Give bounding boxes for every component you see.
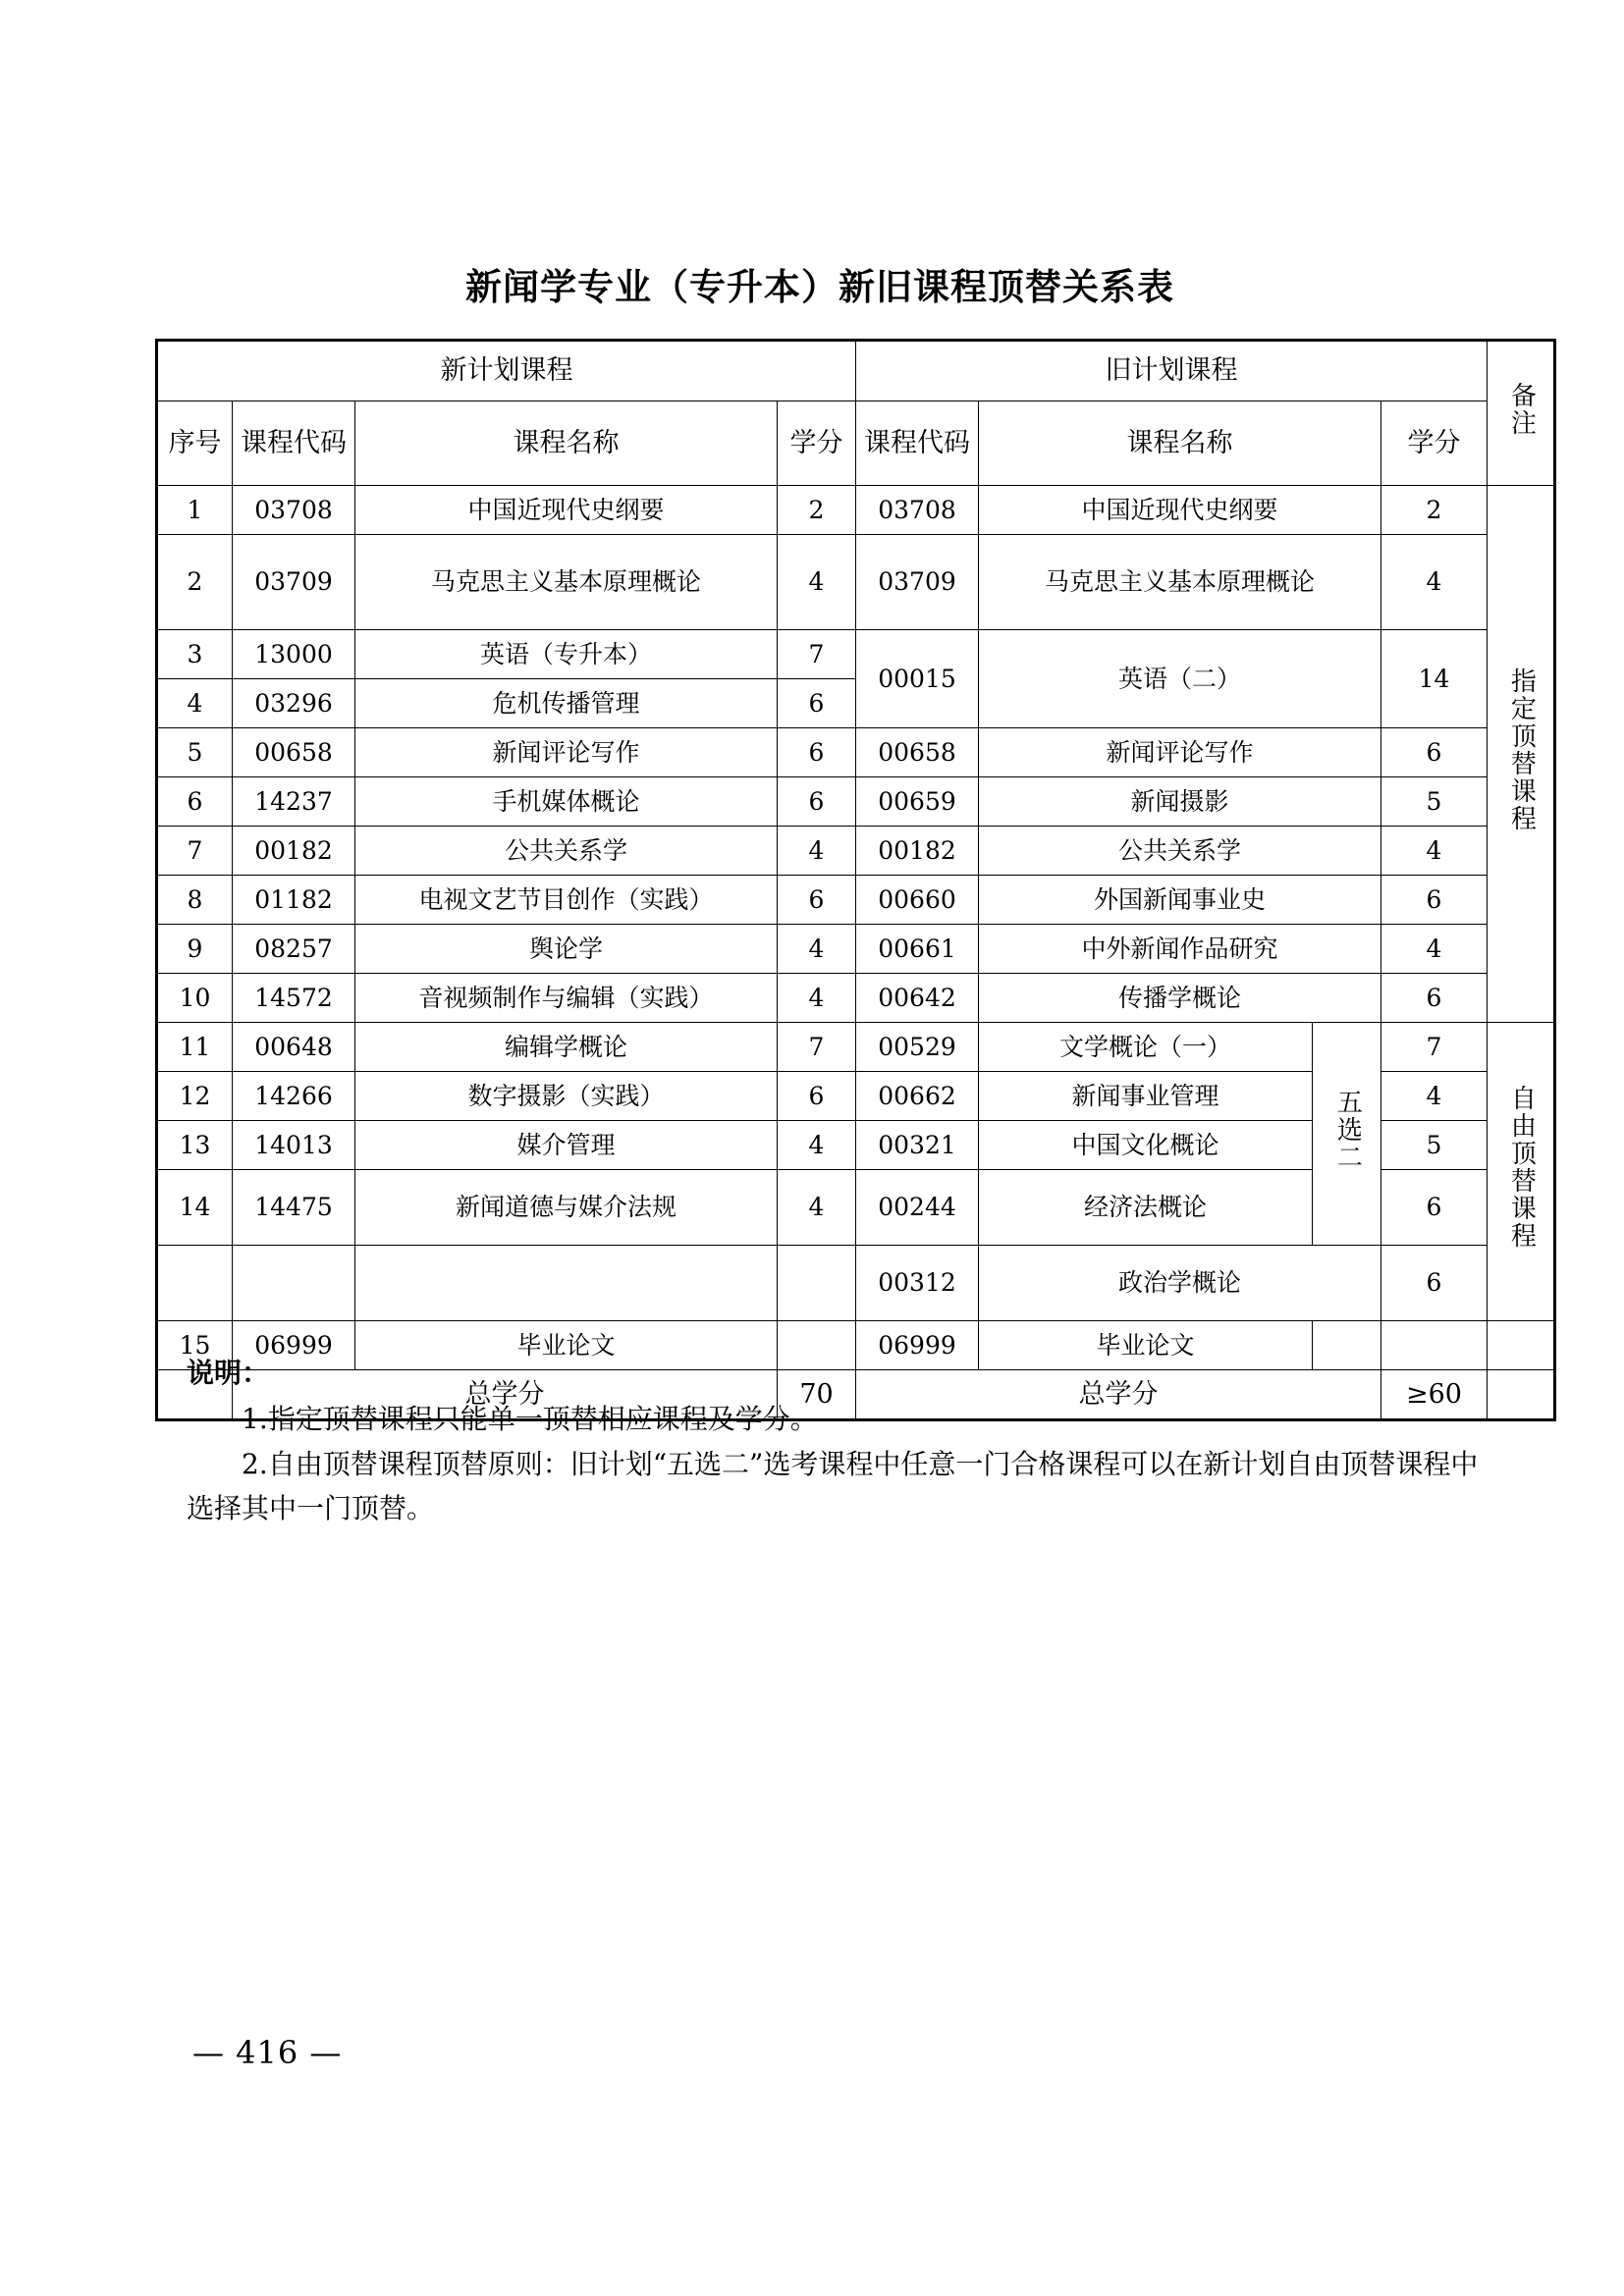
column-header-new-credit	[778, 401, 856, 486]
cell-old-code: 00660	[856, 876, 979, 925]
remark-designated-group	[1488, 486, 1555, 1023]
column-header-new-credit-text: 学分	[789, 427, 843, 458]
table-row	[157, 486, 1555, 535]
cell-old-credit: 5	[1381, 1121, 1488, 1170]
table-row	[157, 535, 1555, 630]
cell-new-name: 中国近现代史纲要	[355, 486, 778, 535]
cell-new-name: 毕业论文	[355, 1321, 778, 1370]
cell-new-credit: 4	[778, 827, 856, 876]
cell-remark-empty	[1488, 1321, 1555, 1370]
cell-old-credit: 2	[1381, 486, 1488, 535]
cell-old-credit: 14	[1381, 630, 1488, 728]
notes-heading: 说明：	[187, 1357, 270, 1389]
cell-new-code: 14572	[233, 974, 355, 1023]
table-row	[157, 974, 1555, 1023]
cell-new-credit: 4	[778, 1170, 856, 1246]
table-row	[157, 1246, 1555, 1321]
cell-old-credit: 6	[1381, 1170, 1488, 1246]
table-group-header-row	[157, 341, 1555, 401]
course-substitution-table	[155, 339, 1556, 1421]
table-row	[157, 630, 1555, 679]
cell-old-name: 新闻事业管理	[979, 1072, 1313, 1121]
cell-new-credit: 2	[778, 486, 856, 535]
cell-new-credit: 6	[778, 728, 856, 777]
cell-new-code: 00658	[233, 728, 355, 777]
table-row	[157, 925, 1555, 974]
cell-old-name: 中国文化概论	[979, 1121, 1313, 1170]
table-column-header-row	[157, 401, 1555, 486]
group-header-new-plan: 新计划课程	[157, 341, 856, 401]
cell-new-code: 00182	[233, 827, 355, 876]
group-header-old-plan: 旧计划课程	[856, 341, 1488, 401]
column-header-old-credit: 学分	[1381, 401, 1488, 486]
table-row	[157, 1023, 1555, 1072]
column-header-seq-text: 序号	[168, 427, 222, 458]
cell-seq	[157, 1246, 233, 1321]
cell-old-code: 00015	[856, 630, 979, 728]
cell-new-credit: 4	[778, 974, 856, 1023]
cell-seq: 15	[157, 1321, 233, 1370]
cell-new-name: 公共关系学	[355, 827, 778, 876]
cell-new-code: 03296	[233, 679, 355, 728]
course-substitution-table-wrapper	[155, 339, 1537, 1421]
cell-new-name	[355, 1246, 778, 1321]
cell-seq: 6	[157, 777, 233, 827]
column-header-new-code	[233, 401, 355, 486]
totals-new-value: 70	[778, 1370, 856, 1420]
remark-free-text: 自由顶替课程	[1506, 1085, 1537, 1251]
cell-new-credit: 6	[778, 777, 856, 827]
cell-new-code: 03709	[233, 535, 355, 630]
cell-new-code: 14266	[233, 1072, 355, 1121]
five-choose-two-text: 五选二	[1332, 1088, 1363, 1171]
cell-new-credit: 6	[778, 679, 856, 728]
cell-seq: 12	[157, 1072, 233, 1121]
cell-old-name: 经济法概论	[979, 1170, 1313, 1246]
cell-new-code	[233, 1246, 355, 1321]
cell-new-code: 14013	[233, 1121, 355, 1170]
cell-new-code: 03708	[233, 486, 355, 535]
remark-header-text: 备注	[1506, 381, 1537, 437]
cell-seq: 5	[157, 728, 233, 777]
cell-old-name: 毕业论文	[979, 1321, 1313, 1370]
notes-section	[187, 1351, 1492, 1530]
column-header-old-code	[856, 401, 979, 486]
remark-free-group	[1488, 1023, 1555, 1321]
cell-seq: 8	[157, 876, 233, 925]
cell-new-credit: 6	[778, 876, 856, 925]
cell-old-credit: 6	[1381, 974, 1488, 1023]
cell-new-name: 新闻评论写作	[355, 728, 778, 777]
column-header-seq	[157, 401, 233, 486]
cell-old-code: 00642	[856, 974, 979, 1023]
cell-seq: 3	[157, 630, 233, 679]
cell-seq: 1	[157, 486, 233, 535]
cell-new-name: 英语（专升本）	[355, 630, 778, 679]
cell-old-code: 00659	[856, 777, 979, 827]
cell-old-name: 中外新闻作品研究	[979, 925, 1381, 974]
cell-old-credit: 4	[1381, 535, 1488, 630]
cell-new-code: 14475	[233, 1170, 355, 1246]
five-choose-two-label	[1313, 1023, 1381, 1246]
cell-old-code: 03708	[856, 486, 979, 535]
table-row	[157, 728, 1555, 777]
cell-old-name: 公共关系学	[979, 827, 1381, 876]
cell-new-name: 数字摄影（实践）	[355, 1072, 778, 1121]
cell-old-name: 中国近现代史纲要	[979, 486, 1381, 535]
totals-remark-empty	[1488, 1370, 1555, 1420]
cell-new-code: 01182	[233, 876, 355, 925]
cell-seq: 9	[157, 925, 233, 974]
cell-old-code: 03709	[856, 535, 979, 630]
cell-new-code: 06999	[233, 1321, 355, 1370]
cell-old-credit: 7	[1381, 1023, 1488, 1072]
remark-designated-text: 指定顶替课程	[1506, 667, 1537, 832]
cell-old-name: 英语（二）	[979, 630, 1381, 728]
cell-old-name: 新闻摄影	[979, 777, 1381, 827]
cell-old-name: 传播学概论	[979, 974, 1381, 1023]
cell-new-credit: 4	[778, 1121, 856, 1170]
cell-old-code: 06999	[856, 1321, 979, 1370]
note-item-2: 2.自由顶替课程顶替原则：旧计划“五选二”选考课程中任意一门合格课程可以在新计划自由顶替课程中选择其中一门顶替。	[187, 1447, 1479, 1525]
table-row	[157, 876, 1555, 925]
cell-new-credit: 4	[778, 535, 856, 630]
cell-old-name: 政治学概论	[979, 1246, 1381, 1321]
cell-new-code: 08257	[233, 925, 355, 974]
cell-old-code: 00244	[856, 1170, 979, 1246]
column-header-new-code-text: 课程代码	[241, 427, 347, 458]
cell-new-credit: 6	[778, 1072, 856, 1121]
cell-old-code: 00529	[856, 1023, 979, 1072]
note-item-1: 1.指定顶替课程只能单一顶替相应课程及学分。	[242, 1403, 818, 1436]
cell-seq: 2	[157, 535, 233, 630]
table-row	[157, 827, 1555, 876]
cell-new-credit: 4	[778, 925, 856, 974]
column-header-old-code-text: 课程代码	[864, 427, 970, 458]
cell-old-credit: 6	[1381, 728, 1488, 777]
cell-new-name: 音视频制作与编辑（实践）	[355, 974, 778, 1023]
cell-old-code: 00182	[856, 827, 979, 876]
cell-seq: 7	[157, 827, 233, 876]
cell-old-name: 马克思主义基本原理概论	[979, 535, 1381, 630]
column-header-old-name: 课程名称	[979, 401, 1381, 486]
cell-new-name: 马克思主义基本原理概论	[355, 535, 778, 630]
cell-new-code: 00648	[233, 1023, 355, 1072]
cell-new-credit	[778, 1246, 856, 1321]
cell-new-name: 手机媒体概论	[355, 777, 778, 827]
cell-old-name: 文学概论（一）	[979, 1023, 1313, 1072]
cell-new-credit: 7	[778, 1023, 856, 1072]
cell-seq: 4	[157, 679, 233, 728]
cell-old-code: 00321	[856, 1121, 979, 1170]
cell-new-code: 14237	[233, 777, 355, 827]
cell-new-name: 媒介管理	[355, 1121, 778, 1170]
cell-new-code: 13000	[233, 630, 355, 679]
cell-old-code: 00658	[856, 728, 979, 777]
cell-new-name: 危机传播管理	[355, 679, 778, 728]
group-header-remark	[1488, 341, 1555, 486]
cell-new-name: 电视文艺节目创作（实践）	[355, 876, 778, 925]
cell-old-credit: 5	[1381, 777, 1488, 827]
table-row	[157, 777, 1555, 827]
cell-new-name: 编辑学概论	[355, 1023, 778, 1072]
cell-old-credit: 4	[1381, 827, 1488, 876]
cell-seq: 13	[157, 1121, 233, 1170]
cell-old-code: 00662	[856, 1072, 979, 1121]
totals-old-value: ≥60	[1381, 1370, 1488, 1420]
cell-seq: 10	[157, 974, 233, 1023]
column-header-new-name: 课程名称	[355, 401, 778, 486]
cell-old-name: 新闻评论写作	[979, 728, 1381, 777]
totals-new-label: 总学分	[233, 1370, 778, 1420]
cell-old-code: 00661	[856, 925, 979, 974]
cell-seq: 11	[157, 1023, 233, 1072]
cell-old-name: 外国新闻事业史	[979, 876, 1381, 925]
cell-new-name: 舆论学	[355, 925, 778, 974]
cell-old-credit: 4	[1381, 1072, 1488, 1121]
page-number: — 416 —	[192, 2034, 343, 2071]
cell-old-credit: 4	[1381, 925, 1488, 974]
cell-new-credit: 7	[778, 630, 856, 679]
page-title: 新闻学专业（专升本）新旧课程顶替关系表	[465, 265, 1174, 308]
cell-new-name: 新闻道德与媒介法规	[355, 1170, 778, 1246]
totals-old-label: 总学分	[856, 1370, 1381, 1420]
cell-old-credit: 6	[1381, 876, 1488, 925]
cell-old-credit: 6	[1381, 1246, 1488, 1321]
cell-old-code: 00312	[856, 1246, 979, 1321]
cell-seq: 14	[157, 1170, 233, 1246]
